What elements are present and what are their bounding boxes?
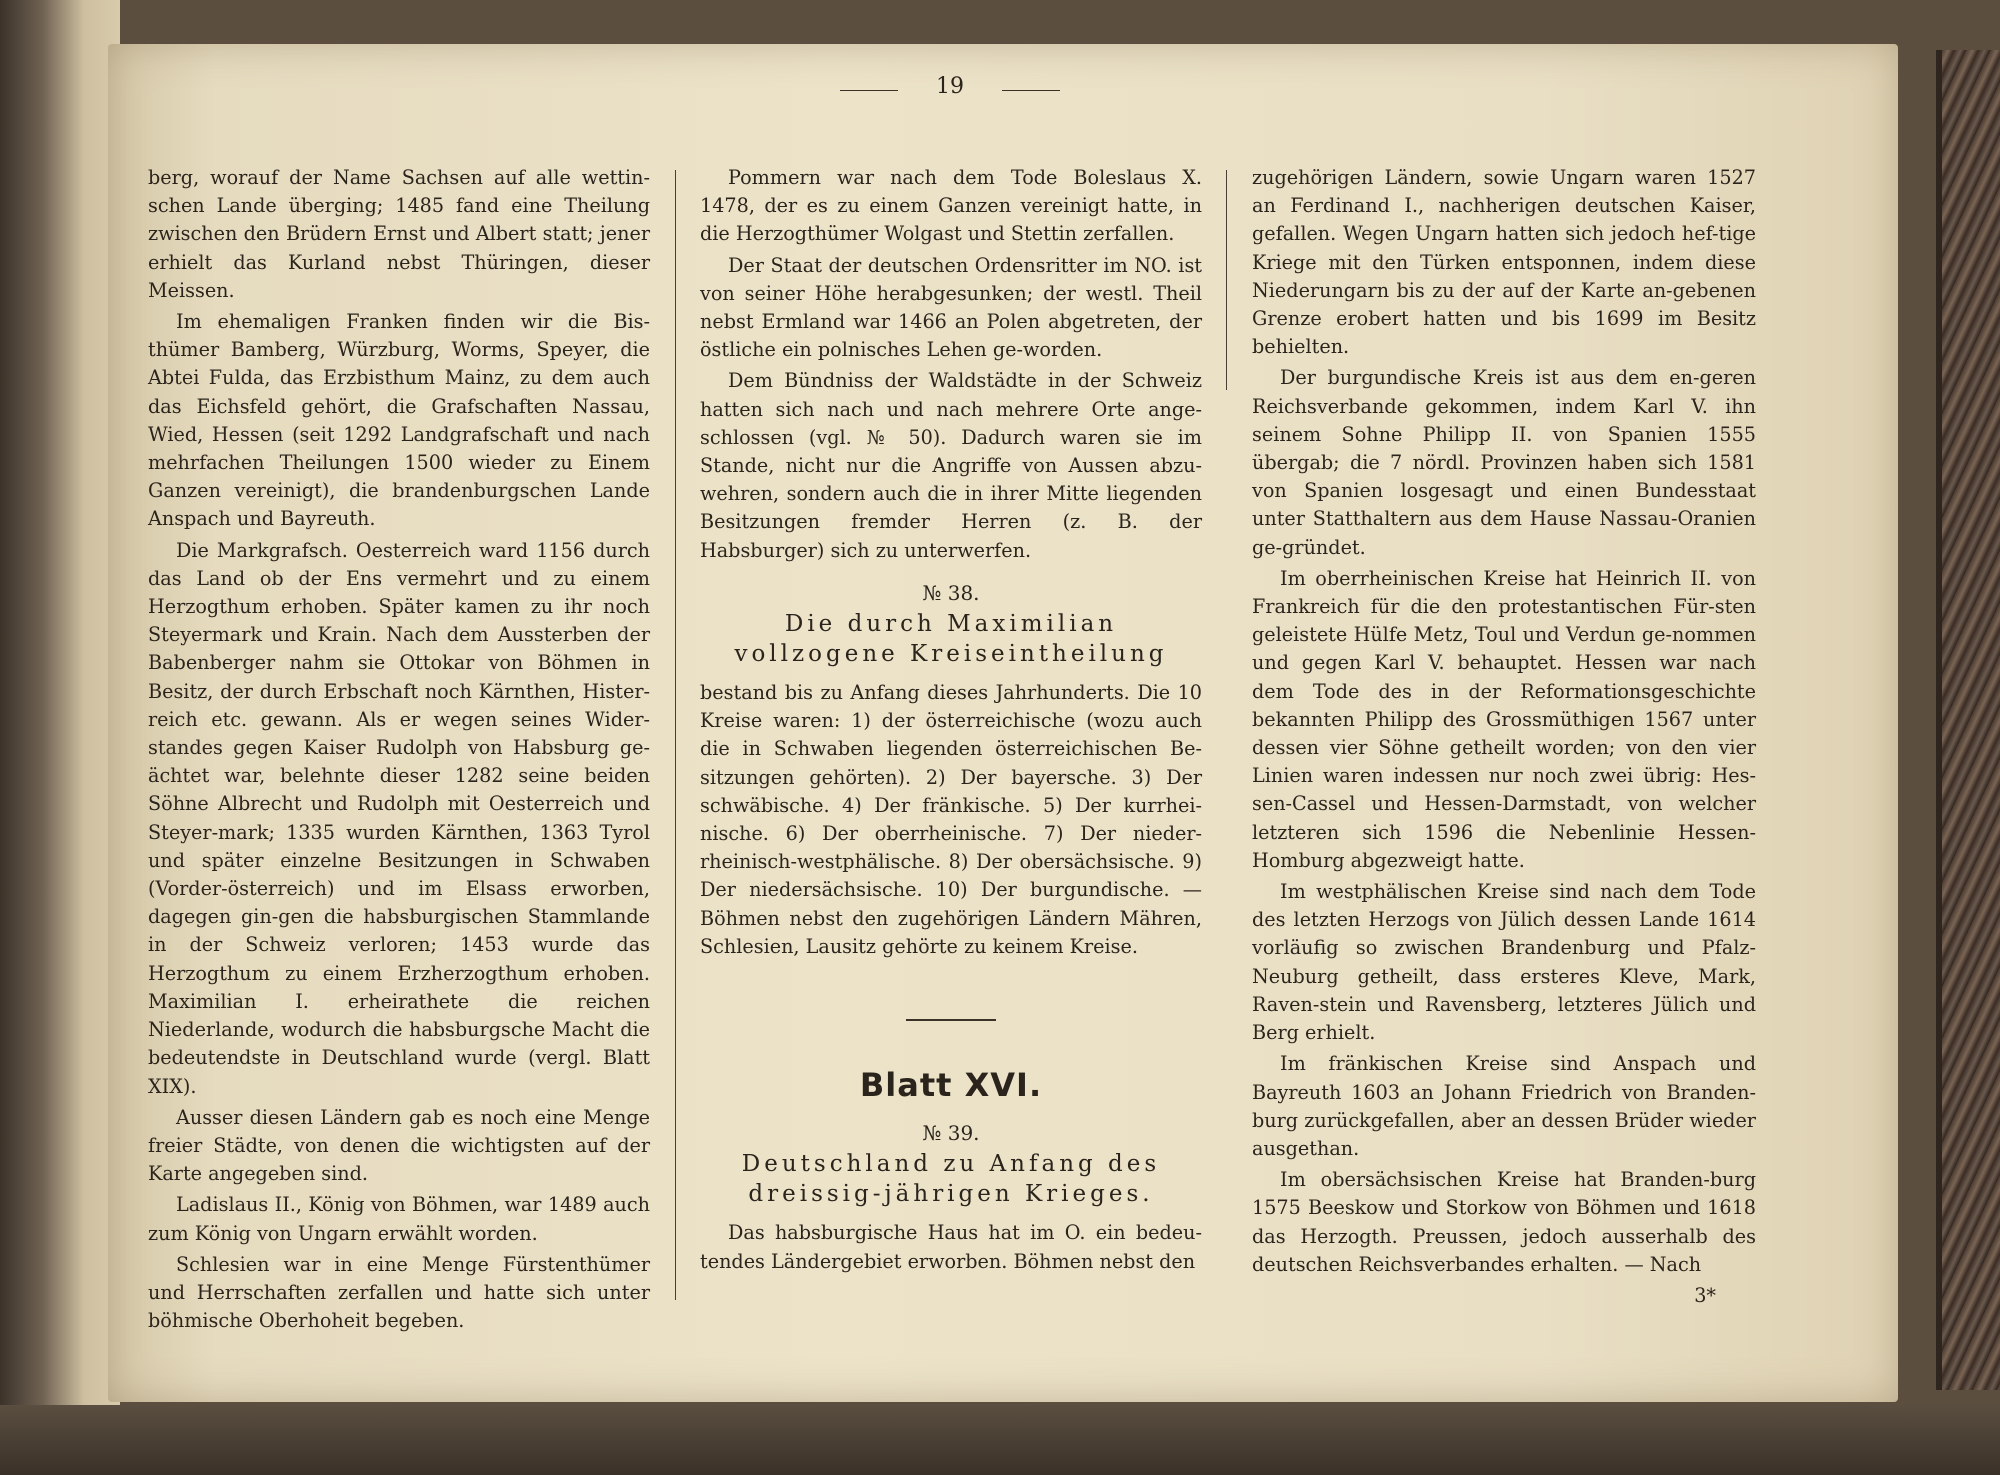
column-divider-2	[1226, 170, 1227, 390]
paragraph: Der burgundische Kreis ist aus dem en-geren Reichsverbande gekommen, indem Karl V. ihn seinem Sohne Philipp II. von Spanien 1555 übergab; die 7 nördl. Provinzen haben sich 1581 von Spanien losgesagt und einen Bundesstaat unter Statthaltern aus dem Hause Nassau-Oranien ge-gründet.	[1252, 366, 1756, 559]
ornament-line	[906, 1019, 996, 1021]
paragraph: Im westphälischen Kreise sind nach dem Tode des letzten Herzogs von Jülich dessen Lande 1614 vorläufig so zwischen Brandenburg und Pfalz-Neuburg getheilt, dass ersteres Kleve, Mark, Raven-stein und Ravensberg, letzteres Jülich und Berg erhielt.	[1252, 880, 1756, 1045]
page-header	[840, 70, 1060, 110]
paragraph: zugehörigen Ländern, sowie Ungarn waren 1527 an Ferdinand I., nachherigen deutschen Kaiser, gefallen. Wegen Ungarn hatten sich jedoch hef-tige Kriege mit den Türken entsponnen, indem diese Niederungarn bis zu der auf der Karte an-gebenen Grenze erobert hatten und bis 1699 im Besitz behielten.	[1252, 166, 1756, 359]
column-1	[148, 164, 650, 1338]
paragraph: Die Markgrafsch. Oesterreich ward 1156 durch das Land ob der Ens vermehrt und zu einem Herzogthum erhoben. Später kamen zu ihr noch Steyermark und Krain. Nach dem Aussterben der Babenberger nahm sie Ottokar von Böhmen in Besitz, der durch Erbschaft noch Kärnthen, Hister-reich etc. gewann. Als er wegen seines Wider-standes gegen Kaiser Rudolph von Habsburg ge-ächtet war, belehnte dieser 1282 seine beiden Söhne Albrecht und Rudolph mit Oesterreich und Steyer-mark; 1335 wurden Kärnthen, 1363 Tyrol und später einzelne Besitzungen in Schwaben (Vorder-österreich) und im Elsass erworben, dagegen gin-gen die habsburgischen Stammlande in der Schweiz verloren; 1453 wurde das Herzogthum zu einem Erzherzogthum erhoben. Maximilian I. erheirathete die reichen Niederlande, wodurch die habsburgsche Macht die bedeutendste in Deutschland wurde (vergl. Blatt XIX).	[148, 538, 650, 1098]
section-title: Deutschland zu Anfang des dreissig-jährigen Krieges.	[741, 1151, 1161, 1208]
paragraph: Ladislaus II., König von Böhmen, war 1489 auch zum König von Ungarn erwählt worden.	[148, 1193, 650, 1245]
header-rule-left	[840, 90, 898, 91]
paragraph: bestand bis zu Anfang dieses Jahrhunderts. Die 10 Kreise waren: 1) der österreichische (wozu auch die in Schwaben liegenden österreichischen Be-sitzungen gehörten). 2) Der bayersche. 3) Der schwäbische. 4) Der fränkische. 5) Der kurrhei-nische. 6) Der oberrheinische. 7) Der nieder-rheinisch-westphälische. 8) Der obersächsische. 9) Der niedersächsische. 10) Der burgundische. — Böhmen nebst den zugehörigen Ländern Mähren, Schlesien, Lausitz gehörte zu keinem Kreise.	[700, 681, 1202, 958]
paragraph: Dem Bündniss der Waldstädte in der Schweiz hatten sich nach und nach mehrere Orte ange-schlossen (vgl. № 50). Dadurch waren sie im Stande, nicht nur die Angriffe von Aussen abzu-wehren, sondern auch die in ihrer Mitte liegenden Besitzungen fremder Herren (z. B. der Habsburger) sich zu unterwerfen.	[700, 369, 1202, 562]
header-rule-right	[1002, 90, 1060, 91]
sheet-heading: Blatt XVI.	[859, 1066, 1043, 1105]
paragraph: berg, worauf der Name Sachsen auf alle wettin-schen Lande überging; 1485 fand eine Theilung zwischen den Brüdern Ernst und Albert statt; jener erhielt das Kurland nebst Thüringen, dieser Meissen.	[148, 166, 650, 302]
paragraph: Ausser diesen Ländern gab es noch eine Menge freier Städte, von denen die wichtigsten auf der Karte angegeben sind.	[148, 1105, 650, 1186]
signature-mark: 3*	[1694, 1283, 1716, 1307]
ornament-divider	[700, 1001, 1202, 1029]
paragraph: Im obersächsischen Kreise hat Branden-burg 1575 Beeskow und Storkow von Böhmen und 1618 das Herzogth. Preussen, jedoch ausserhalb des deutschen Reichsverbandes erhalten. — Nach	[1252, 1168, 1756, 1276]
paragraph: Im oberrheinischen Kreise hat Heinrich II. von Frankreich für die den protestantischen Für-sten geleistete Hülfe Metz, Toul und Verdun ge-nommen und gegen Karl V. behauptet. Hessen war nach dem Tode des in der Reformationsgeschichte bekannten Philipp des Grossmüthigen 1567 unter dessen vier Söhne getheilt worden; von den vier Linien waren indessen nur noch zwei übrig: Hes-sen-Cassel und Hessen-Darmstadt, von welcher letzteren sich 1596 die Nebenlinie Hessen-Homburg abgezweigt hatte.	[1252, 566, 1756, 872]
paragraph: Schlesien war in eine Menge Fürstenthümer und Herrschaften zerfallen und hatte sich unter böhmische Oberhoheit begeben.	[148, 1252, 650, 1333]
bottom-shadow	[0, 1405, 2000, 1475]
section-number: № 38.	[922, 580, 980, 605]
book-gutter	[0, 0, 120, 1475]
section-number: № 39.	[922, 1121, 980, 1146]
section-title: Die durch Maximilian vollzogene Kreiseintheilung	[734, 611, 1168, 668]
column-2	[700, 164, 1202, 1279]
paragraph: Im ehemaligen Franken finden wir die Bis-thümer Bamberg, Würzburg, Worms, Speyer, die Abtei Fulda, das Erzbisthum Mainz, zu dem auch das Eichsfeld gehört, die Grafschaften Nassau, Wied, Hessen (seit 1292 Landgrafschaft und nach mehrfachen Theilungen 1500 wieder zu Einem Ganzen vereinigt), die brandenburgschen Lande Anspach und Bayreuth.	[148, 310, 650, 531]
paragraph: Das habsburgische Haus hat im O. ein bedeu-tendes Ländergebiet erworben. Böhmen nebst den	[700, 1221, 1202, 1273]
paragraph: Der Staat der deutschen Ordensritter im NO. ist von seiner Höhe herabgesunken; der westl. Theil nebst Ermland war 1466 an Polen abgetreten, der östliche ein polnisches Lehen ge-worden.	[700, 253, 1202, 362]
column-3	[1252, 164, 1756, 1310]
column-divider-1	[675, 170, 676, 1300]
paragraph: Im fränkischen Kreise sind Anspach und Bayreuth 1603 an Johann Friedrich von Branden-burg zurückgefallen, aber an dessen Brüder wieder ausgethan.	[1252, 1052, 1756, 1160]
paragraph: Pommern war nach dem Tode Boleslaus X. 1478, der es zu einem Ganzen vereinigt hatte, in die Herzogthümer Wolgast und Stettin zerfallen.	[700, 166, 1202, 246]
page-number: 19	[936, 74, 964, 99]
marbled-edge	[1936, 50, 2000, 1390]
